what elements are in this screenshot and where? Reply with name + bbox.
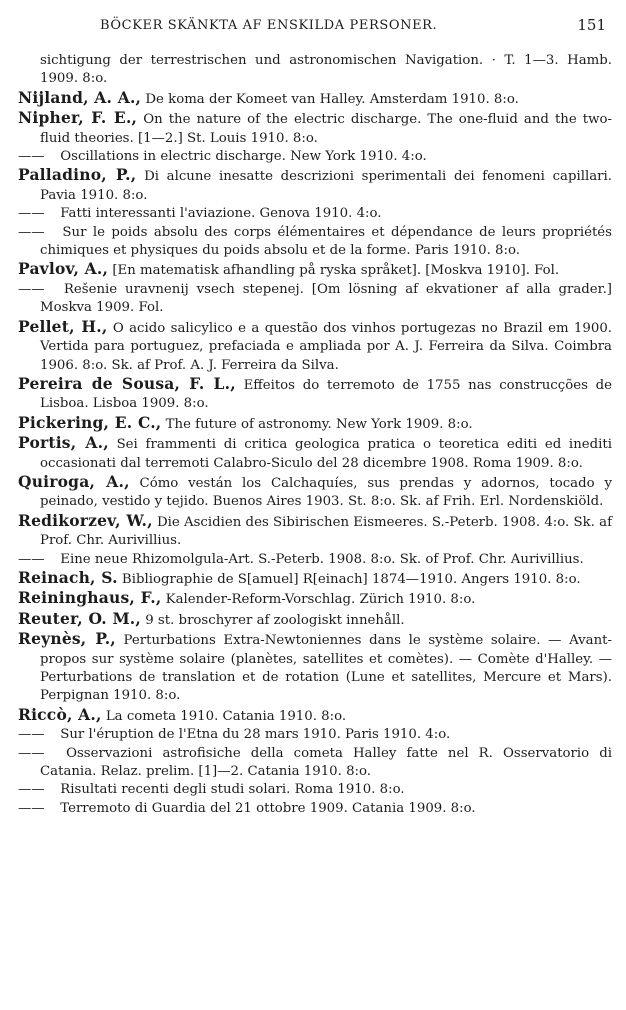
- bibliography-entry: [18, 260, 612, 280]
- entry-author: Pavlov, A.,: [18, 259, 109, 279]
- entry-text: Effeitos do terremoto de 1755 nas construcções de Lisboa. Lisboa 1909. 8:o.: [40, 377, 613, 412]
- ditto-dash: ——: [18, 551, 45, 567]
- entry-text: Sei frammenti di critica geologica pratica o teoretica editi ed inediti occasionati dal terremoti Calabro-Siculo del 28 dicembre 1908. Roma 1909. 8:o.: [40, 437, 612, 471]
- bibliography-entry: [18, 52, 612, 89]
- ditto-dash: ——: [18, 727, 45, 743]
- entry-author: Riccò, A.,: [18, 704, 102, 724]
- entry-text: The future of astronomy. New York 1909. 8:o.: [165, 416, 473, 432]
- entry-author: Reynès, P.,: [18, 629, 116, 649]
- entry-text: Oscillations in electric discharge. New York 1910. 4:o.: [60, 149, 427, 165]
- entry-text: Cómo vestán los Calchaquíes, sus prendas y adornos, tocado y peinado, vestido y tejido. Buenos Aires 1903. St. 8:o. Sk. af Frih. Erl. Nordenskiöld.: [40, 475, 612, 510]
- bibliography-entry: [18, 630, 612, 706]
- bibliography-entry: [18, 414, 612, 434]
- bibliography-entry: [18, 551, 612, 569]
- entry-text: Fatti interessanti l'aviazione. Genova 1910. 4:o.: [60, 206, 382, 222]
- entry-author: Nipher, F. E.,: [18, 108, 138, 128]
- ditto-dash: ——: [18, 782, 45, 798]
- running-title: BÖCKER SKÄNKTA AF ENSKILDA PERSONER.: [100, 18, 438, 33]
- entry-author: Pereira de Sousa, F. L.,: [18, 373, 236, 393]
- bibliography-entry: [18, 89, 612, 109]
- entry-text: Osservazioni astrofisiche della cometa Halley fatte nel R. Osservatorio di Catania. Relaz. prelim. [1]—2. Catania 1910. 8:o.: [40, 745, 612, 780]
- bibliography-entry: [18, 375, 612, 414]
- entry-text: La cometa 1910. Catania 1910. 8:o.: [105, 708, 347, 724]
- bibliography-entry: [18, 281, 612, 318]
- entry-text: 9 st. broschyrer af zoologiskt innehåll.: [145, 612, 405, 628]
- book-page: [18, 0, 612, 818]
- ditto-dash: ——: [18, 224, 45, 240]
- entry-author: Reinach, S.: [18, 567, 118, 587]
- entry-text: Terremoto di Guardia del 21 ottobre 1909. Catania 1909. 8:o.: [60, 800, 476, 816]
- entry-author: Pellet, H.,: [18, 316, 108, 336]
- bibliography-entry: [18, 781, 612, 799]
- entry-text: Di alcune inesatte descrizioni sperimentali dei fenomeni capillari. Pavia 1910. 8:o.: [40, 169, 612, 203]
- ditto-dash: ——: [18, 800, 45, 816]
- bibliography-entry: [18, 434, 612, 473]
- entry-text: Bibliographie de S[amuel] R[einach] 1874—1910. Angers 1910. 8:o.: [121, 571, 581, 587]
- bibliography-entry: [18, 148, 612, 166]
- entry-author: Quiroga, A.,: [18, 471, 130, 491]
- entry-text: De koma der Komeet van Halley. Amsterdam 1910. 8:o.: [145, 91, 519, 107]
- entry-text: Die Ascidien des Sibirischen Eismeeres. S.-Peterb. 1908. 4:o. Sk. af Prof. Chr. Aurivillius.: [40, 514, 612, 549]
- bibliography-entry: [18, 745, 612, 782]
- entry-author: Palladino, P.,: [18, 165, 137, 185]
- entry-text: sichtigung der terrestrischen und astronomischen Navigation. · T. 1—3. Hamb. 1909. 8:o.: [40, 53, 612, 87]
- bibliography-entry: [18, 589, 612, 609]
- bibliography-list: [18, 52, 612, 818]
- entry-text: Sur le poids absolu des corps élémentaires et dépendance de leurs propriétés chimiques et physiques du poids absolu et de la forme. Paris 1910. 8:o.: [40, 224, 613, 259]
- bibliography-entry: [18, 726, 612, 744]
- entry-author: Nijland, A. A.,: [18, 87, 142, 107]
- entry-text: On the nature of the electric discharge. The one-fluid and the two-fluid theories. [1—2.] St. Louis 1910. 8:o.: [40, 112, 612, 146]
- entry-text: Risultati recenti degli studi solari. Roma 1910. 8:o.: [60, 782, 405, 798]
- entry-author: Pickering, E. C.,: [18, 412, 162, 432]
- bibliography-entry: [18, 205, 612, 223]
- entry-text: Perturbations Extra-Newtoniennes dans le système solaire. — Avant-propos sur système solaire (planètes, satellites et comètes). — Comète d'Halley. — Perturbations de translation et de rotation (Lune et satellites, Mercure et Mars). Perpignan 1910. 8:o.: [40, 633, 612, 704]
- bibliography-entry: [18, 706, 612, 726]
- entry-text: Sur l'éruption de l'Etna du 28 mars 1910. Paris 1910. 4:o.: [60, 727, 451, 743]
- page-header: [18, 18, 612, 42]
- bibliography-entry: [18, 610, 612, 630]
- bibliography-entry: [18, 569, 612, 589]
- ditto-dash: ——: [18, 206, 45, 222]
- page-number: 151: [577, 16, 606, 34]
- ditto-dash: ——: [18, 281, 45, 297]
- bibliography-entry: [18, 473, 612, 512]
- entry-text: Kalender-Reform-Vorschlag. Zürich 1910. 8:o.: [165, 592, 476, 608]
- entry-text: Rešenie uravnenij vsech stepenej. [Om lösning af ekvationer af alla grader.] Moskva 1909. Fol.: [40, 281, 612, 316]
- ditto-dash: ——: [18, 745, 45, 761]
- bibliography-entry: [18, 318, 612, 375]
- entry-author: Reininghaus, F.,: [18, 588, 162, 608]
- entry-author: Portis, A.,: [18, 433, 109, 453]
- bibliography-entry: [18, 109, 612, 148]
- bibliography-entry: [18, 800, 612, 818]
- bibliography-entry: [18, 512, 612, 551]
- entry-text: [En matematisk afhandling på ryska språket]. [Moskva 1910]. Fol.: [112, 263, 560, 279]
- bibliography-entry: [18, 224, 612, 261]
- entry-author: Reuter, O. M.,: [18, 608, 142, 628]
- entry-text: Eine neue Rhizomolgula-Art. S.-Peterb. 1908. 8:o. Sk. of Prof. Chr. Aurivillius.: [60, 551, 584, 567]
- bibliography-entry: [18, 166, 612, 205]
- ditto-dash: ——: [18, 149, 45, 165]
- entry-text: O acido salicylico e a questão dos vinhos portugezas no Brazil em 1900. Vertida para portuguez, prefaciada e ampliada por A. J. Ferreira da Silva. Coimbra 1906. 8:o. Sk. af Prof. A. J. Ferreira da Silva.: [40, 320, 613, 373]
- entry-author: Redikorzev, W.,: [18, 510, 153, 530]
